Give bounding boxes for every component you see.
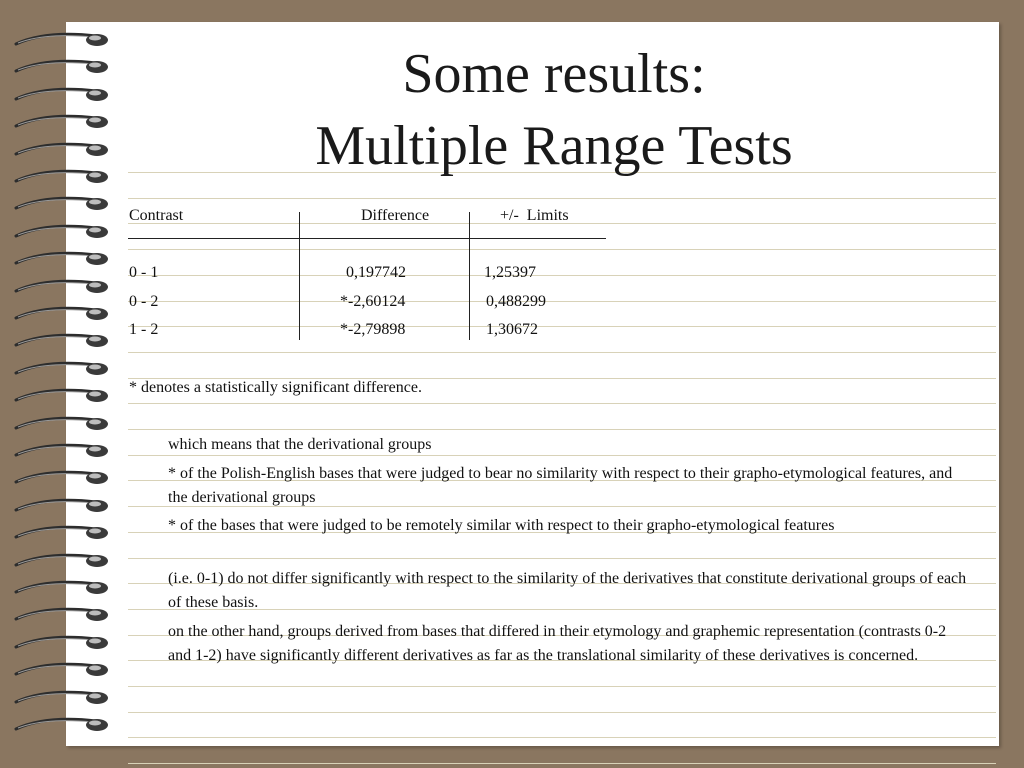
title-line-2: Multiple Range Tests bbox=[315, 115, 793, 177]
spiral-ring-icon bbox=[0, 413, 112, 435]
row-2-limits: 0,488299 bbox=[486, 293, 546, 310]
spiral-ring-icon bbox=[0, 714, 112, 736]
ruled-line bbox=[128, 763, 996, 764]
spiral-ring-icon bbox=[0, 111, 112, 133]
header-divider bbox=[128, 238, 606, 239]
ruled-line bbox=[128, 403, 996, 404]
paragraph-4: (i.e. 0-1) do not differ significantly with respect to the similarity of the derivatives that constitute derivational groups of each of these basis. bbox=[168, 570, 967, 611]
ruled-line bbox=[128, 352, 996, 353]
paragraph-5: on the other hand, groups derived from bases that differed in their etymology and graphemic representation (contrasts 0-2 and 1-2) have significantly different derivatives as far as the translational similarity of these derivatives is concerned. bbox=[168, 623, 947, 664]
spiral-ring-icon bbox=[0, 687, 112, 709]
row-3-contrast: 1 - 2 bbox=[129, 321, 159, 338]
row-1-limits: 1,25397 bbox=[484, 264, 536, 281]
row-2-contrast: 0 - 2 bbox=[129, 293, 159, 310]
row-3-difference: *-2,79898 bbox=[340, 321, 406, 338]
slide-title bbox=[128, 38, 980, 182]
spiral-ring-icon bbox=[0, 659, 112, 681]
spiral-ring-icon bbox=[0, 385, 112, 407]
spiral-ring-icon bbox=[0, 193, 112, 215]
row-1-contrast: 0 - 1 bbox=[129, 264, 159, 281]
ruled-line bbox=[128, 198, 996, 199]
spiral-ring-icon bbox=[0, 276, 112, 298]
paragraph-1: which means that the derivational groups bbox=[168, 436, 432, 453]
spiral-ring-icon bbox=[0, 166, 112, 188]
row-2-difference: *-2,60124 bbox=[340, 293, 406, 310]
header-difference: Difference bbox=[361, 207, 430, 224]
spiral-ring-icon bbox=[0, 358, 112, 380]
significance-note: * denotes a statistically significant difference. bbox=[129, 379, 422, 396]
paragraph-2: * of the Polish-English bases that were judged to bear no similarity with respect to their grapho-etymological features, and the derivational groups bbox=[168, 465, 953, 506]
ruled-line bbox=[128, 275, 996, 276]
ruled-line bbox=[128, 737, 996, 738]
spiral-ring-icon bbox=[0, 29, 112, 51]
spiral-ring-icon bbox=[0, 84, 112, 106]
ruled-line bbox=[128, 558, 996, 559]
ruled-line bbox=[128, 326, 996, 327]
spiral-ring-icon bbox=[0, 604, 112, 626]
spiral-ring-icon bbox=[0, 632, 112, 654]
spiral-ring-icon bbox=[0, 139, 112, 161]
spiral-ring-icon bbox=[0, 495, 112, 517]
ruled-line bbox=[128, 249, 996, 250]
ruled-line bbox=[128, 301, 996, 302]
spiral-ring-icon bbox=[0, 577, 112, 599]
row-3-limits: 1,30672 bbox=[486, 321, 538, 338]
ruled-line bbox=[128, 686, 996, 687]
spiral-ring-icon bbox=[0, 330, 112, 352]
header-contrast: Contrast bbox=[129, 207, 184, 224]
spiral-ring-icon bbox=[0, 221, 112, 243]
spiral-ring-icon bbox=[0, 522, 112, 544]
column-divider-2 bbox=[469, 212, 470, 340]
spiral-ring-icon bbox=[0, 56, 112, 78]
title-line-1: Some results: bbox=[402, 43, 706, 105]
spiral-ring-icon bbox=[0, 248, 112, 270]
spiral-ring-icon bbox=[0, 550, 112, 572]
ruled-line bbox=[128, 712, 996, 713]
spiral-ring-icon bbox=[0, 467, 112, 489]
row-1-difference: 0,197742 bbox=[346, 264, 406, 281]
column-divider-1 bbox=[299, 212, 300, 340]
spiral-ring-icon bbox=[0, 440, 112, 462]
spiral-ring-icon bbox=[0, 303, 112, 325]
ruled-line bbox=[128, 429, 996, 430]
paragraph-3: * of the bases that were judged to be remotely similar with respect to their grapho-etymological features bbox=[168, 517, 835, 534]
header-limits: +/- Limits bbox=[500, 207, 569, 224]
